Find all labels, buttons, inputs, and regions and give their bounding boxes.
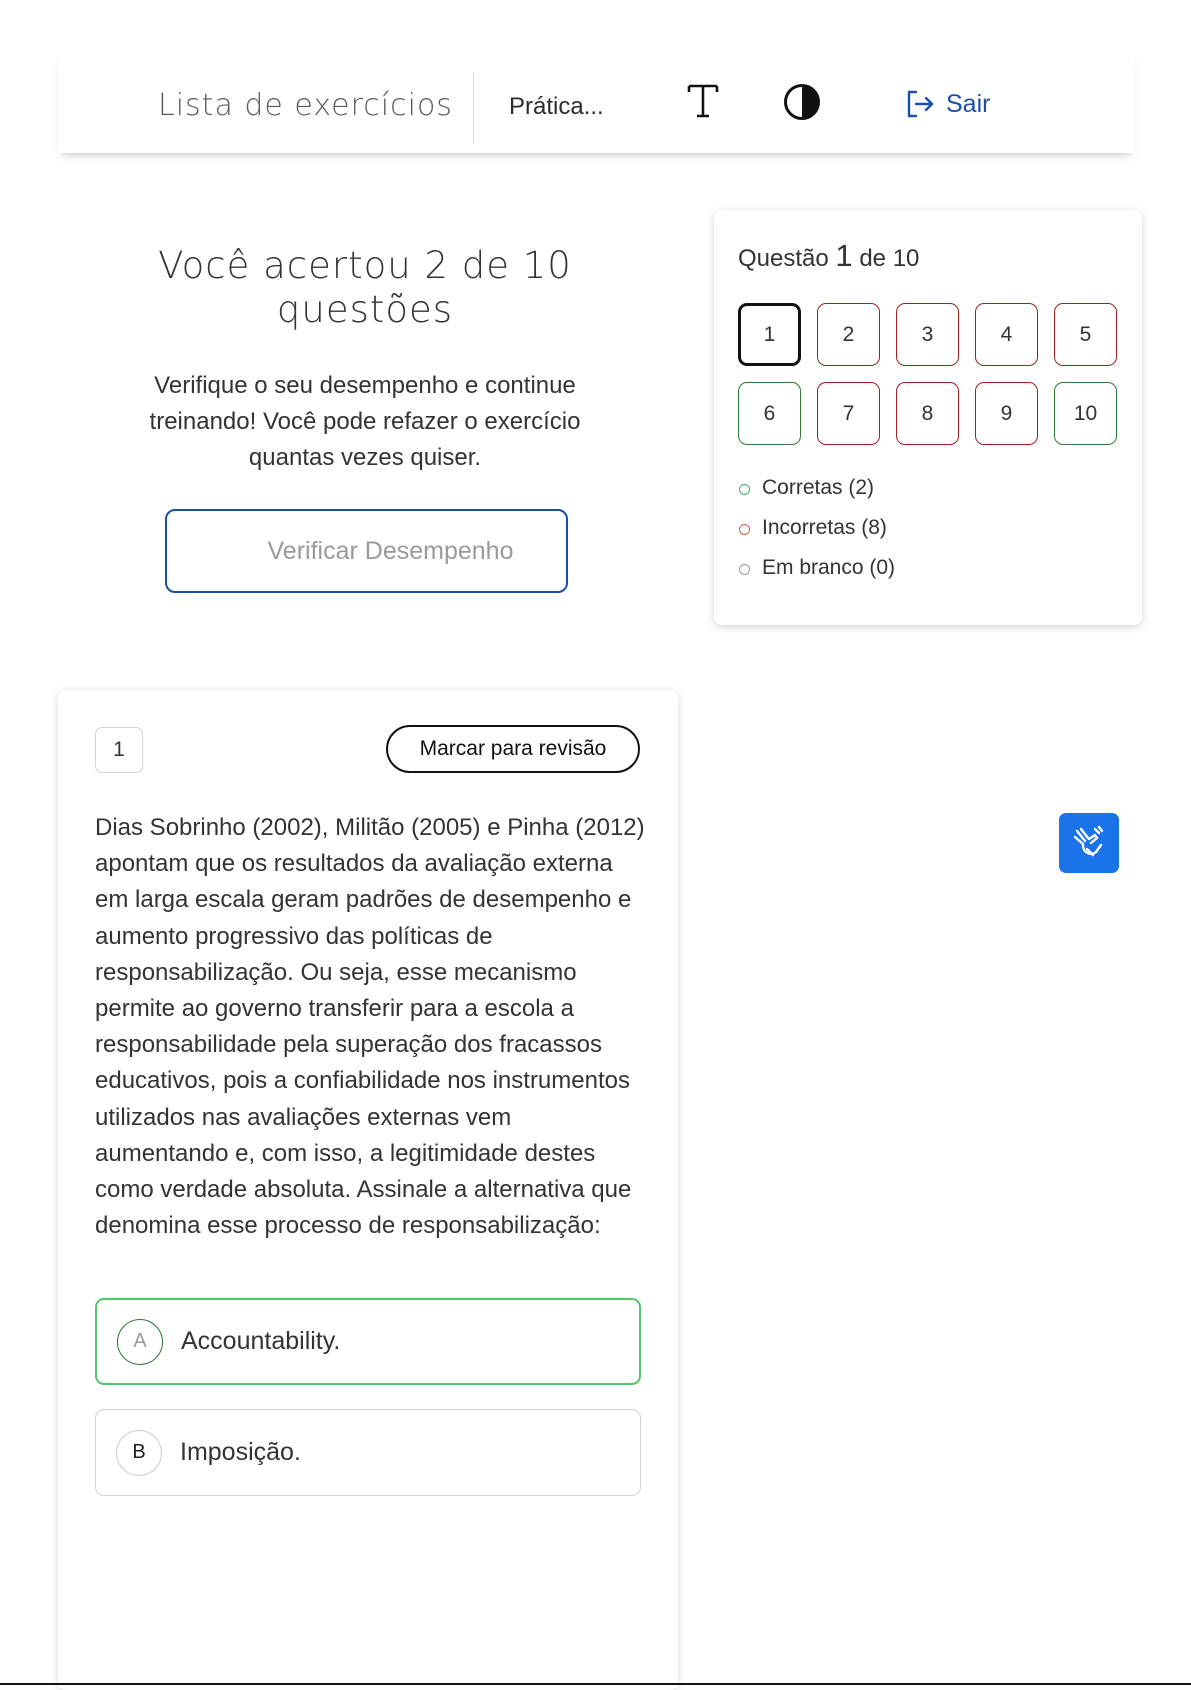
contrast-icon <box>782 82 822 122</box>
mark-for-review-button[interactable]: Marcar para revisão <box>386 725 640 773</box>
alternative-a-text: Accountability. <box>181 1327 341 1355</box>
alternative-b[interactable] <box>95 1409 641 1496</box>
verify-performance-button[interactable] <box>165 509 568 593</box>
legend-correct-label: Corretas (2) <box>762 476 875 499</box>
question-card <box>58 690 678 1690</box>
question-statement: Dias Sobrinho (2002), Militão (2005) e Pinha (2012) apontam que os resultados da avaliação externa em larga escala geram padrões de desempenho e aumento progressivo das políticas de responsabilização. Ou seja, esse mecanismo permite ao governo transferir para a escola a responsabilidade pela superação dos fracassos educativos, pois a confiabilidade nos instrumentos utilizados nas avaliações externas vem aumentando e, com isso, a legitimidade destes como verdade absoluta. Assinale a alternativa que denomina esse processo de responsabilização: <box>95 814 645 1240</box>
incorrect-dot-icon <box>739 524 750 535</box>
question-box-10[interactable]: 10 <box>1054 382 1117 445</box>
correct-dot-icon <box>739 484 750 495</box>
question-box-8[interactable]: 8 <box>896 382 959 445</box>
result-heading: Você acertou 2 de 10 questões <box>158 244 572 331</box>
result-summary <box>110 244 620 476</box>
alternative-b-letter: B <box>116 1430 162 1476</box>
blank-dot-icon <box>739 564 750 575</box>
alternative-b-text: Imposição. <box>180 1438 301 1466</box>
question-box-6[interactable]: 6 <box>738 382 801 445</box>
question-box-3[interactable]: 3 <box>896 303 959 366</box>
exercise-subtitle: Prática... <box>509 93 604 120</box>
question-number-badge: 1 <box>95 727 143 773</box>
question-box-5[interactable]: 5 <box>1054 303 1117 366</box>
status-legend <box>739 468 895 588</box>
legend-incorrect <box>739 508 895 548</box>
result-message: Verifique o seu desempenho e continue treinando! Você pode refazer o exercício quantas vezes quiser. <box>149 372 581 471</box>
font-size-icon <box>686 83 720 119</box>
header-divider <box>473 72 474 144</box>
question-indicator-suffix: de 10 <box>859 245 920 272</box>
page-title: Lista de exercícios <box>158 88 453 123</box>
verify-performance-label: Verificar Desempenho <box>267 536 514 565</box>
libras-accessibility-button[interactable] <box>1059 813 1119 873</box>
contrast-button[interactable] <box>780 80 824 124</box>
question-box-4[interactable]: 4 <box>975 303 1038 366</box>
alternative-a-letter: A <box>117 1319 163 1365</box>
question-grid <box>738 303 1117 445</box>
question-navigation-panel <box>714 210 1142 625</box>
question-indicator-current: 1 <box>835 238 853 273</box>
alternative-a[interactable] <box>95 1298 641 1385</box>
question-indicator <box>738 238 919 274</box>
legend-blank <box>739 548 895 588</box>
top-header <box>58 52 1135 153</box>
question-box-7[interactable]: 7 <box>817 382 880 445</box>
font-size-button[interactable] <box>680 78 726 124</box>
exit-button[interactable] <box>904 88 990 120</box>
legend-incorrect-label: Incorretas (8) <box>762 516 887 539</box>
question-box-2[interactable]: 2 <box>817 303 880 366</box>
sign-out-icon <box>904 88 936 120</box>
question-box-9[interactable]: 9 <box>975 382 1038 445</box>
exit-label: Sair <box>946 89 991 118</box>
question-box-1[interactable]: 1 <box>738 303 801 366</box>
question-indicator-prefix: Questão <box>738 245 829 272</box>
sign-language-hands-icon <box>1069 823 1109 863</box>
legend-blank-label: Em branco (0) <box>762 556 896 579</box>
legend-correct <box>739 468 895 508</box>
